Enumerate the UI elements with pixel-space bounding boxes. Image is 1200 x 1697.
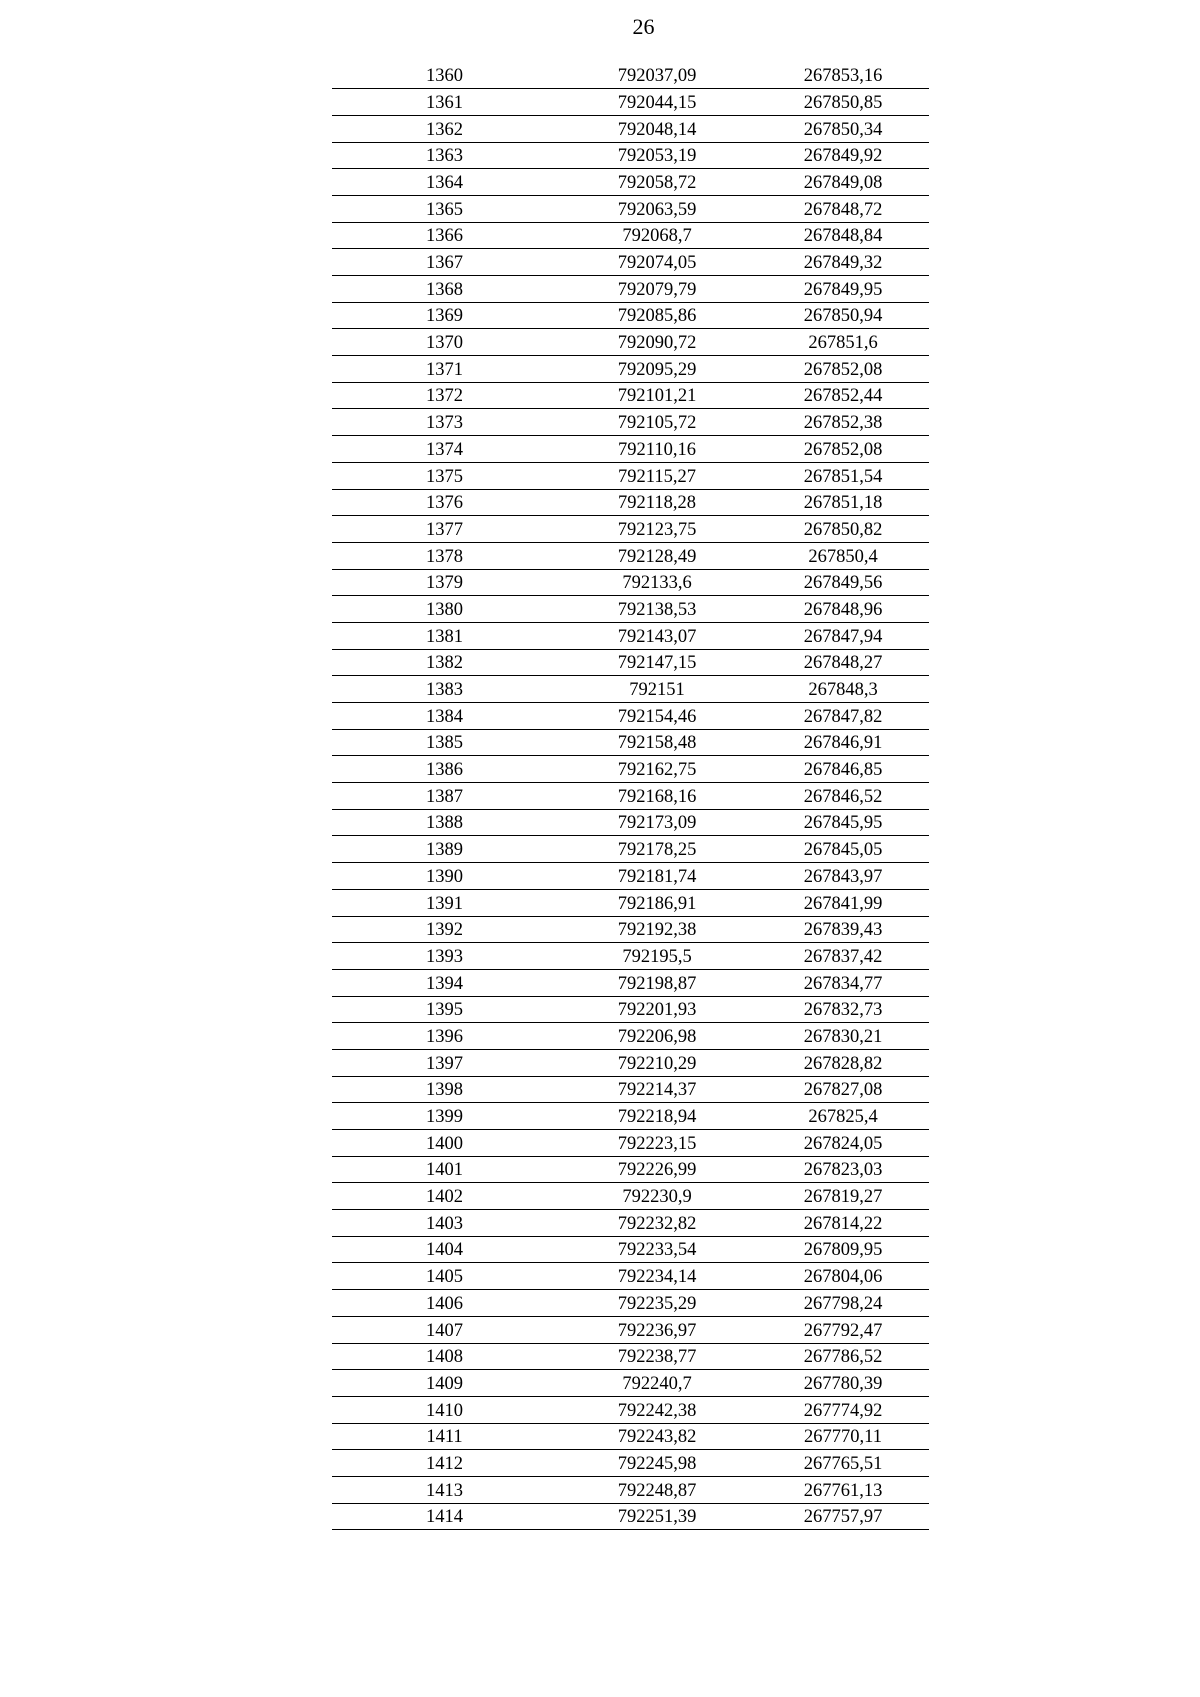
point-number-cell: 1408: [332, 1343, 557, 1370]
y-coordinate-cell: 267847,94: [757, 622, 929, 649]
point-number-cell: 1377: [332, 516, 557, 543]
point-number-cell: 1361: [332, 89, 557, 116]
y-coordinate-cell: 267848,72: [757, 195, 929, 222]
x-coordinate-cell: 792206,98: [557, 1023, 757, 1050]
y-coordinate-cell: 267849,95: [757, 276, 929, 303]
table-row: [332, 249, 929, 276]
table-row: [332, 1476, 929, 1503]
table-row: [332, 1503, 929, 1530]
x-coordinate-cell: 792234,14: [557, 1263, 757, 1290]
x-coordinate-cell: 792044,15: [557, 89, 757, 116]
y-coordinate-cell: 267770,11: [757, 1423, 929, 1450]
table-row: [332, 1343, 929, 1370]
x-coordinate-cell: 792068,7: [557, 222, 757, 249]
table-row: [332, 889, 929, 916]
point-number-cell: 1394: [332, 969, 557, 996]
point-number-cell: 1360: [332, 62, 557, 89]
point-number-cell: 1405: [332, 1263, 557, 1290]
x-coordinate-cell: 792201,93: [557, 996, 757, 1023]
y-coordinate-cell: 267846,52: [757, 783, 929, 810]
y-coordinate-cell: 267757,97: [757, 1503, 929, 1530]
table-row: [332, 356, 929, 383]
y-coordinate-cell: 267843,97: [757, 863, 929, 890]
point-number-cell: 1386: [332, 756, 557, 783]
y-coordinate-cell: 267830,21: [757, 1023, 929, 1050]
y-coordinate-cell: 267846,91: [757, 729, 929, 756]
table-row: [332, 516, 929, 543]
x-coordinate-cell: 792128,49: [557, 542, 757, 569]
x-coordinate-cell: 792110,16: [557, 436, 757, 463]
point-number-cell: 1363: [332, 142, 557, 169]
point-number-cell: 1409: [332, 1370, 557, 1397]
point-number-cell: 1406: [332, 1290, 557, 1317]
table-row: [332, 809, 929, 836]
y-coordinate-cell: 267848,96: [757, 596, 929, 623]
y-coordinate-cell: 267814,22: [757, 1210, 929, 1237]
y-coordinate-cell: 267848,27: [757, 649, 929, 676]
table-row: [332, 462, 929, 489]
x-coordinate-cell: 792238,77: [557, 1343, 757, 1370]
table-row: [332, 622, 929, 649]
x-coordinate-cell: 792090,72: [557, 329, 757, 356]
x-coordinate-cell: 792233,54: [557, 1236, 757, 1263]
point-number-cell: 1393: [332, 943, 557, 970]
table-row: [332, 169, 929, 196]
coordinates-table: [332, 62, 929, 1530]
y-coordinate-cell: 267841,99: [757, 889, 929, 916]
y-coordinate-cell: 267819,27: [757, 1183, 929, 1210]
x-coordinate-cell: 792192,38: [557, 916, 757, 943]
table-row: [332, 649, 929, 676]
table-row: [332, 409, 929, 436]
point-number-cell: 1382: [332, 649, 557, 676]
table-row: [332, 703, 929, 730]
table-row: [332, 89, 929, 116]
y-coordinate-cell: 267786,52: [757, 1343, 929, 1370]
point-number-cell: 1389: [332, 836, 557, 863]
y-coordinate-cell: 267852,08: [757, 436, 929, 463]
y-coordinate-cell: 267824,05: [757, 1130, 929, 1157]
point-number-cell: 1391: [332, 889, 557, 916]
x-coordinate-cell: 792101,21: [557, 382, 757, 409]
y-coordinate-cell: 267851,18: [757, 489, 929, 516]
x-coordinate-cell: 792173,09: [557, 809, 757, 836]
y-coordinate-cell: 267809,95: [757, 1236, 929, 1263]
table-row: [332, 996, 929, 1023]
point-number-cell: 1404: [332, 1236, 557, 1263]
x-coordinate-cell: 792143,07: [557, 622, 757, 649]
y-coordinate-cell: 267847,82: [757, 703, 929, 730]
x-coordinate-cell: 792115,27: [557, 462, 757, 489]
y-coordinate-cell: 267849,56: [757, 569, 929, 596]
x-coordinate-cell: 792095,29: [557, 356, 757, 383]
table-row: [332, 1023, 929, 1050]
x-coordinate-cell: 792058,72: [557, 169, 757, 196]
table-row: [332, 756, 929, 783]
y-coordinate-cell: 267852,44: [757, 382, 929, 409]
table-row: [332, 489, 929, 516]
y-coordinate-cell: 267839,43: [757, 916, 929, 943]
x-coordinate-cell: 792226,99: [557, 1156, 757, 1183]
x-coordinate-cell: 792168,16: [557, 783, 757, 810]
y-coordinate-cell: 267853,16: [757, 62, 929, 89]
point-number-cell: 1392: [332, 916, 557, 943]
table-row: [332, 542, 929, 569]
y-coordinate-cell: 267825,4: [757, 1103, 929, 1130]
x-coordinate-cell: 792242,38: [557, 1396, 757, 1423]
point-number-cell: 1384: [332, 703, 557, 730]
table-row: [332, 222, 929, 249]
x-coordinate-cell: 792230,9: [557, 1183, 757, 1210]
table-row: [332, 1290, 929, 1317]
x-coordinate-cell: 792195,5: [557, 943, 757, 970]
point-number-cell: 1390: [332, 863, 557, 890]
point-number-cell: 1387: [332, 783, 557, 810]
y-coordinate-cell: 267848,84: [757, 222, 929, 249]
point-number-cell: 1388: [332, 809, 557, 836]
point-number-cell: 1395: [332, 996, 557, 1023]
y-coordinate-cell: 267834,77: [757, 969, 929, 996]
point-number-cell: 1374: [332, 436, 557, 463]
x-coordinate-cell: 792151: [557, 676, 757, 703]
point-number-cell: 1398: [332, 1076, 557, 1103]
point-number-cell: 1381: [332, 622, 557, 649]
table-row: [332, 676, 929, 703]
y-coordinate-cell: 267761,13: [757, 1476, 929, 1503]
table-row: [332, 1130, 929, 1157]
point-number-cell: 1414: [332, 1503, 557, 1530]
table-row: [332, 436, 929, 463]
point-number-cell: 1403: [332, 1210, 557, 1237]
x-coordinate-cell: 792158,48: [557, 729, 757, 756]
table-row: [332, 836, 929, 863]
point-number-cell: 1411: [332, 1423, 557, 1450]
y-coordinate-cell: 267837,42: [757, 943, 929, 970]
y-coordinate-cell: 267845,95: [757, 809, 929, 836]
table-row: [332, 1316, 929, 1343]
table-row: [332, 916, 929, 943]
y-coordinate-cell: 267823,03: [757, 1156, 929, 1183]
point-number-cell: 1385: [332, 729, 557, 756]
x-coordinate-cell: 792198,87: [557, 969, 757, 996]
page-number: 26: [632, 14, 655, 39]
point-number-cell: 1407: [332, 1316, 557, 1343]
point-number-cell: 1396: [332, 1023, 557, 1050]
y-coordinate-cell: 267774,92: [757, 1396, 929, 1423]
table-row: [332, 1103, 929, 1130]
y-coordinate-cell: 267852,08: [757, 356, 929, 383]
table-row: [332, 569, 929, 596]
y-coordinate-cell: 267852,38: [757, 409, 929, 436]
point-number-cell: 1376: [332, 489, 557, 516]
y-coordinate-cell: 267827,08: [757, 1076, 929, 1103]
x-coordinate-cell: 792147,15: [557, 649, 757, 676]
y-coordinate-cell: 267850,94: [757, 302, 929, 329]
table-row: [332, 276, 929, 303]
table-row: [332, 329, 929, 356]
point-number-cell: 1367: [332, 249, 557, 276]
table-row: [332, 1183, 929, 1210]
point-number-cell: 1410: [332, 1396, 557, 1423]
x-coordinate-cell: 792154,46: [557, 703, 757, 730]
x-coordinate-cell: 792053,19: [557, 142, 757, 169]
x-coordinate-cell: 792123,75: [557, 516, 757, 543]
table-row: [332, 1156, 929, 1183]
x-coordinate-cell: 792245,98: [557, 1450, 757, 1477]
x-coordinate-cell: 792240,7: [557, 1370, 757, 1397]
y-coordinate-cell: 267804,06: [757, 1263, 929, 1290]
x-coordinate-cell: 792181,74: [557, 863, 757, 890]
table-row: [332, 1263, 929, 1290]
x-coordinate-cell: 792236,97: [557, 1316, 757, 1343]
x-coordinate-cell: 792235,29: [557, 1290, 757, 1317]
y-coordinate-cell: 267850,82: [757, 516, 929, 543]
y-coordinate-cell: 267792,47: [757, 1316, 929, 1343]
point-number-cell: 1379: [332, 569, 557, 596]
table-row: [332, 1210, 929, 1237]
x-coordinate-cell: 792218,94: [557, 1103, 757, 1130]
x-coordinate-cell: 792063,59: [557, 195, 757, 222]
x-coordinate-cell: 792079,79: [557, 276, 757, 303]
point-number-cell: 1400: [332, 1130, 557, 1157]
table-row: [332, 943, 929, 970]
x-coordinate-cell: 792133,6: [557, 569, 757, 596]
table-row: [332, 783, 929, 810]
y-coordinate-cell: 267849,92: [757, 142, 929, 169]
point-number-cell: 1369: [332, 302, 557, 329]
y-coordinate-cell: 267765,51: [757, 1450, 929, 1477]
x-coordinate-cell: 792118,28: [557, 489, 757, 516]
table-row: [332, 1450, 929, 1477]
point-number-cell: 1399: [332, 1103, 557, 1130]
point-number-cell: 1383: [332, 676, 557, 703]
y-coordinate-cell: 267798,24: [757, 1290, 929, 1317]
y-coordinate-cell: 267851,6: [757, 329, 929, 356]
y-coordinate-cell: 267851,54: [757, 462, 929, 489]
point-number-cell: 1401: [332, 1156, 557, 1183]
point-number-cell: 1366: [332, 222, 557, 249]
table-row: [332, 382, 929, 409]
point-number-cell: 1378: [332, 542, 557, 569]
point-number-cell: 1402: [332, 1183, 557, 1210]
table-row: [332, 969, 929, 996]
x-coordinate-cell: 792178,25: [557, 836, 757, 863]
point-number-cell: 1380: [332, 596, 557, 623]
table-row: [332, 1423, 929, 1450]
point-number-cell: 1372: [332, 382, 557, 409]
y-coordinate-cell: 267849,08: [757, 169, 929, 196]
point-number-cell: 1368: [332, 276, 557, 303]
y-coordinate-cell: 267846,85: [757, 756, 929, 783]
table-row: [332, 1370, 929, 1397]
coordinates-table-body: [332, 62, 929, 1530]
y-coordinate-cell: 267850,4: [757, 542, 929, 569]
point-number-cell: 1370: [332, 329, 557, 356]
point-number-cell: 1362: [332, 115, 557, 142]
y-coordinate-cell: 267850,85: [757, 89, 929, 116]
table-row: [332, 302, 929, 329]
y-coordinate-cell: 267845,05: [757, 836, 929, 863]
point-number-cell: 1413: [332, 1476, 557, 1503]
x-coordinate-cell: 792223,15: [557, 1130, 757, 1157]
x-coordinate-cell: 792186,91: [557, 889, 757, 916]
x-coordinate-cell: 792037,09: [557, 62, 757, 89]
table-row: [332, 1236, 929, 1263]
table-row: [332, 863, 929, 890]
table-row: [332, 115, 929, 142]
table-row: [332, 195, 929, 222]
point-number-cell: 1412: [332, 1450, 557, 1477]
y-coordinate-cell: 267832,73: [757, 996, 929, 1023]
x-coordinate-cell: 792105,72: [557, 409, 757, 436]
y-coordinate-cell: 267850,34: [757, 115, 929, 142]
point-number-cell: 1373: [332, 409, 557, 436]
x-coordinate-cell: 792085,86: [557, 302, 757, 329]
table-row: [332, 1076, 929, 1103]
table-row: [332, 596, 929, 623]
point-number-cell: 1364: [332, 169, 557, 196]
point-number-cell: 1365: [332, 195, 557, 222]
point-number-cell: 1397: [332, 1049, 557, 1076]
point-number-cell: 1371: [332, 356, 557, 383]
table-row: [332, 62, 929, 89]
y-coordinate-cell: 267849,32: [757, 249, 929, 276]
y-coordinate-cell: 267828,82: [757, 1049, 929, 1076]
x-coordinate-cell: 792074,05: [557, 249, 757, 276]
x-coordinate-cell: 792162,75: [557, 756, 757, 783]
table-row: [332, 1049, 929, 1076]
x-coordinate-cell: 792243,82: [557, 1423, 757, 1450]
x-coordinate-cell: 792210,29: [557, 1049, 757, 1076]
point-number-cell: 1375: [332, 462, 557, 489]
x-coordinate-cell: 792232,82: [557, 1210, 757, 1237]
y-coordinate-cell: 267780,39: [757, 1370, 929, 1397]
y-coordinate-cell: 267848,3: [757, 676, 929, 703]
x-coordinate-cell: 792048,14: [557, 115, 757, 142]
table-row: [332, 729, 929, 756]
x-coordinate-cell: 792251,39: [557, 1503, 757, 1530]
table-row: [332, 142, 929, 169]
table-row: [332, 1396, 929, 1423]
x-coordinate-cell: 792138,53: [557, 596, 757, 623]
x-coordinate-cell: 792248,87: [557, 1476, 757, 1503]
x-coordinate-cell: 792214,37: [557, 1076, 757, 1103]
